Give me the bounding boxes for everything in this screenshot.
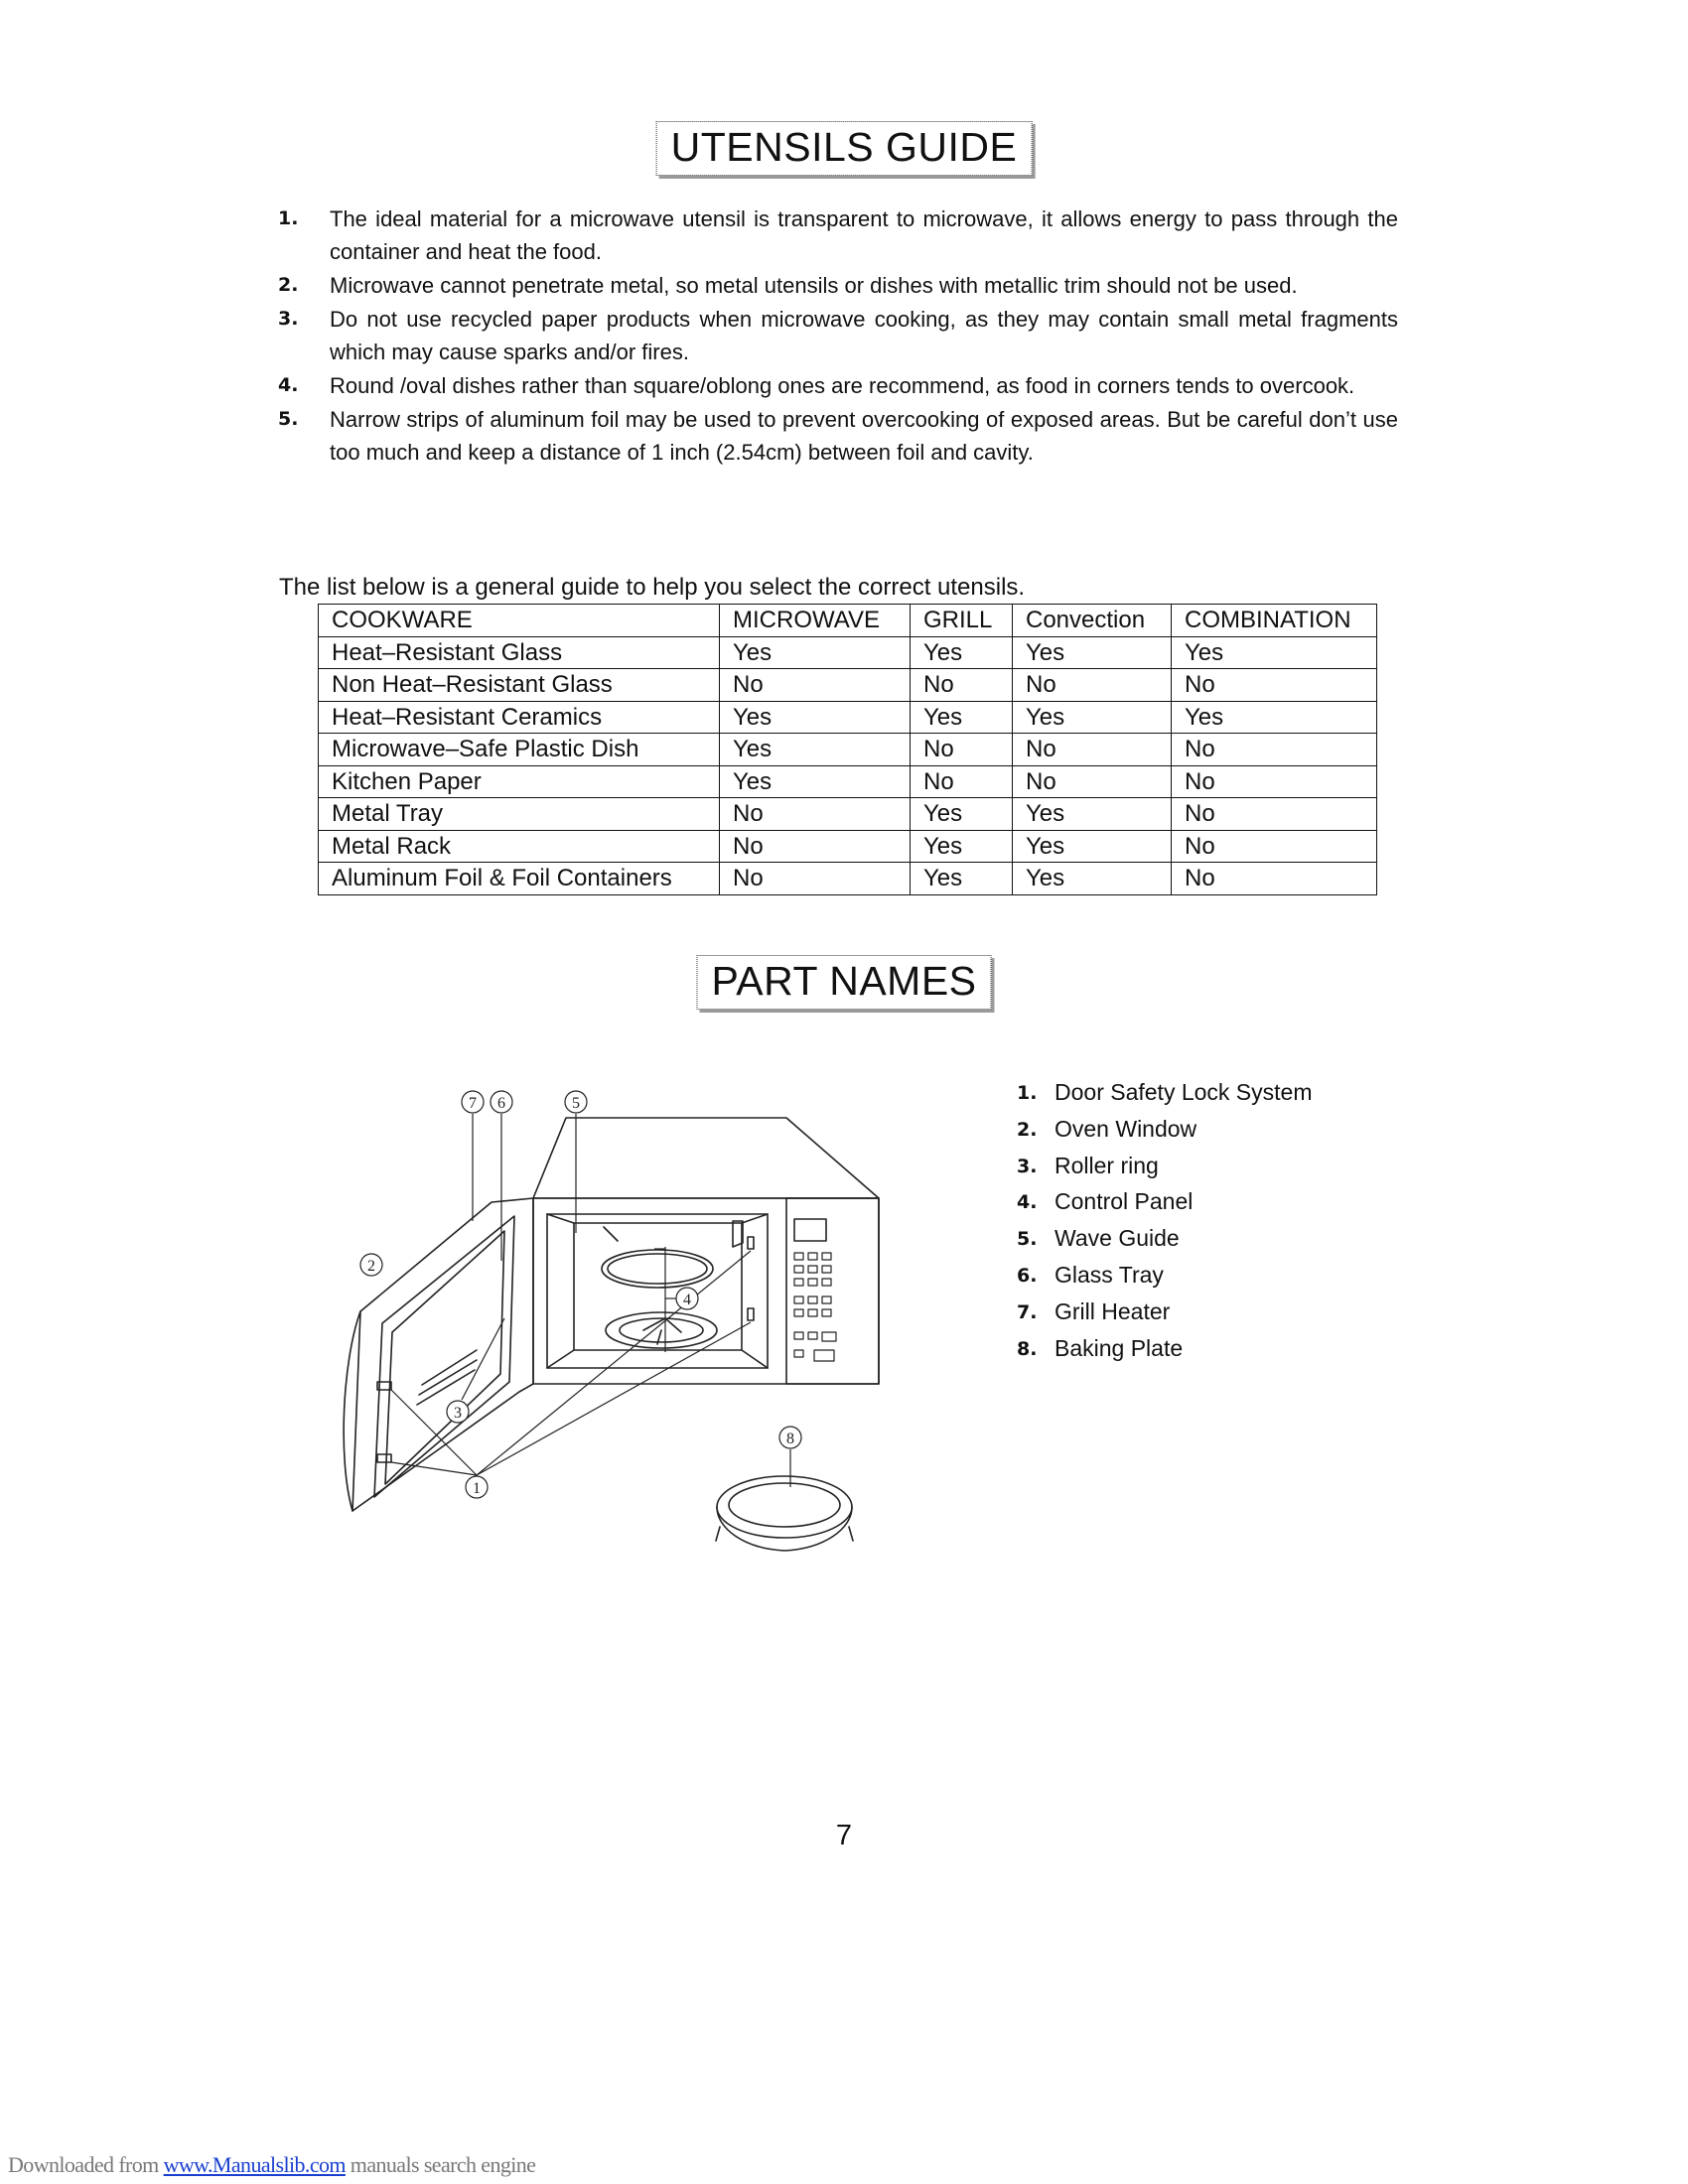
table-cell: No — [1172, 765, 1377, 798]
table-cell: MICROWAVE — [720, 605, 911, 637]
table-cell: Yes — [911, 636, 1013, 669]
table-cell: No — [1013, 669, 1172, 702]
table-cell: Kitchen Paper — [319, 765, 720, 798]
table-cell: Yes — [720, 734, 911, 766]
svg-text:5: 5 — [572, 1095, 580, 1112]
part-names-title: PART NAMES — [696, 955, 991, 1010]
table-cell: No — [720, 863, 911, 895]
callout-7 — [462, 1091, 484, 1113]
table-cell: Yes — [1013, 830, 1172, 863]
table-cell: Yes — [1013, 863, 1172, 895]
list-item: 1. Door Safety Lock System — [1017, 1079, 1313, 1105]
table-cell: GRILL — [911, 605, 1013, 637]
table-row — [319, 701, 1377, 734]
table-cell: No — [1172, 798, 1377, 831]
table-cell: No — [720, 798, 911, 831]
table-cell: No — [720, 830, 911, 863]
table-cell: Yes — [720, 765, 911, 798]
list-item: 7. Grill Heater — [1017, 1297, 1171, 1324]
callout-4 — [676, 1288, 698, 1309]
table-row — [319, 734, 1377, 766]
list-item: 3. Do not use recycled paper products when microwave cooking, as they may contain small metal fragments which may cause sparks and/or fires. — [278, 307, 1398, 364]
table-row — [319, 798, 1377, 831]
table-cell: Yes — [911, 863, 1013, 895]
list-item: 3. Roller ring — [1017, 1152, 1159, 1178]
list-item: 5. Narrow strips of aluminum foil may be used to prevent overcooking of exposed areas. But be careful don’t use too much and keep a distance of 1 inch (2.54cm) between foil and cavity. — [278, 407, 1398, 465]
table-cell: Yes — [720, 636, 911, 669]
table-header-row — [319, 605, 1377, 637]
table-row — [319, 636, 1377, 669]
table-cell: No — [1172, 863, 1377, 895]
table-cell: Metal Tray — [319, 798, 720, 831]
guide-intro-text: The list below is a general guide to help you select the correct utensils. — [279, 574, 1026, 601]
table-cell: Microwave–Safe Plastic Dish — [319, 734, 720, 766]
table-cell: Aluminum Foil & Foil Containers — [319, 863, 720, 895]
list-item: 5. Wave Guide — [1017, 1225, 1180, 1252]
svg-text:1: 1 — [473, 1480, 481, 1497]
table-cell: Heat–Resistant Ceramics — [319, 701, 720, 734]
svg-text:6: 6 — [497, 1095, 505, 1112]
cookware-table — [318, 604, 1377, 895]
table-cell: Yes — [1013, 798, 1172, 831]
table-cell: Yes — [1172, 636, 1377, 669]
table-cell: Yes — [1013, 701, 1172, 734]
table-cell: Convection — [1013, 605, 1172, 637]
svg-text:2: 2 — [367, 1258, 375, 1275]
table-cell: Non Heat–Resistant Glass — [319, 669, 720, 702]
list-item: 4. Round /oval dishes rather than square/oblong ones are recommend, as food in corners tends to overcook. — [278, 373, 1355, 398]
table-cell: No — [1172, 669, 1377, 702]
svg-text:3: 3 — [454, 1405, 462, 1422]
table-cell: No — [720, 669, 911, 702]
footer: Downloaded from www.Manualslib.com manuals search engine — [8, 2152, 536, 2177]
control-panel — [786, 1198, 879, 1384]
oven-door — [352, 1198, 533, 1511]
table-cell: No — [911, 765, 1013, 798]
table-cell: Yes — [1172, 701, 1377, 734]
callout-6 — [491, 1091, 512, 1113]
baking-plate — [717, 1476, 852, 1538]
cabinet-top — [533, 1118, 879, 1198]
table-cell: Yes — [911, 701, 1013, 734]
list-item: 8. Baking Plate — [1017, 1334, 1184, 1361]
svg-text:4: 4 — [683, 1292, 691, 1308]
list-item: 4. Control Panel — [1017, 1188, 1194, 1215]
table-cell: No — [911, 669, 1013, 702]
table-cell: No — [1013, 765, 1172, 798]
utensil-tips-list — [278, 203, 1398, 470]
utensils-guide-title: UTENSILS GUIDE — [656, 121, 1033, 176]
table-row — [319, 765, 1377, 798]
table-cell: Yes — [1013, 636, 1172, 669]
table-cell: No — [1172, 830, 1377, 863]
page-number: 7 — [835, 1820, 853, 1851]
table-cell: COMBINATION — [1172, 605, 1377, 637]
callout-3 — [447, 1401, 469, 1423]
callout-2 — [360, 1254, 382, 1276]
table-cell: Yes — [911, 798, 1013, 831]
table-cell: No — [1013, 734, 1172, 766]
part-names-list — [1017, 1076, 1313, 1368]
callout-1 — [466, 1476, 488, 1498]
list-item: 2. Microwave cannot penetrate metal, so metal utensils or dishes with metallic trim should not be used. — [278, 273, 1298, 298]
manualslib-link[interactable]: www.Manualslib.com — [163, 2152, 346, 2177]
table-cell: Yes — [911, 830, 1013, 863]
table-row — [319, 669, 1377, 702]
table-cell: No — [911, 734, 1013, 766]
svg-text:8: 8 — [786, 1431, 794, 1447]
table-row — [319, 830, 1377, 863]
list-item: 1. The ideal material for a microwave utensil is transparent to microwave, it allows energy to pass through the container and heat the food. — [278, 206, 1398, 264]
table-cell: Yes — [720, 701, 911, 734]
table-row — [319, 863, 1377, 895]
table-cell: No — [1172, 734, 1377, 766]
svg-text:7: 7 — [469, 1095, 477, 1112]
table-cell: Heat–Resistant Glass — [319, 636, 720, 669]
list-item: 6. Glass Tray — [1017, 1261, 1164, 1288]
microwave-diagram — [328, 1062, 943, 1559]
callout-8 — [779, 1427, 801, 1448]
list-item: 2. Oven Window — [1017, 1115, 1197, 1142]
callout-5 — [565, 1091, 587, 1113]
table-cell: COOKWARE — [319, 605, 720, 637]
oven-window — [385, 1231, 504, 1484]
table-cell: Metal Rack — [319, 830, 720, 863]
